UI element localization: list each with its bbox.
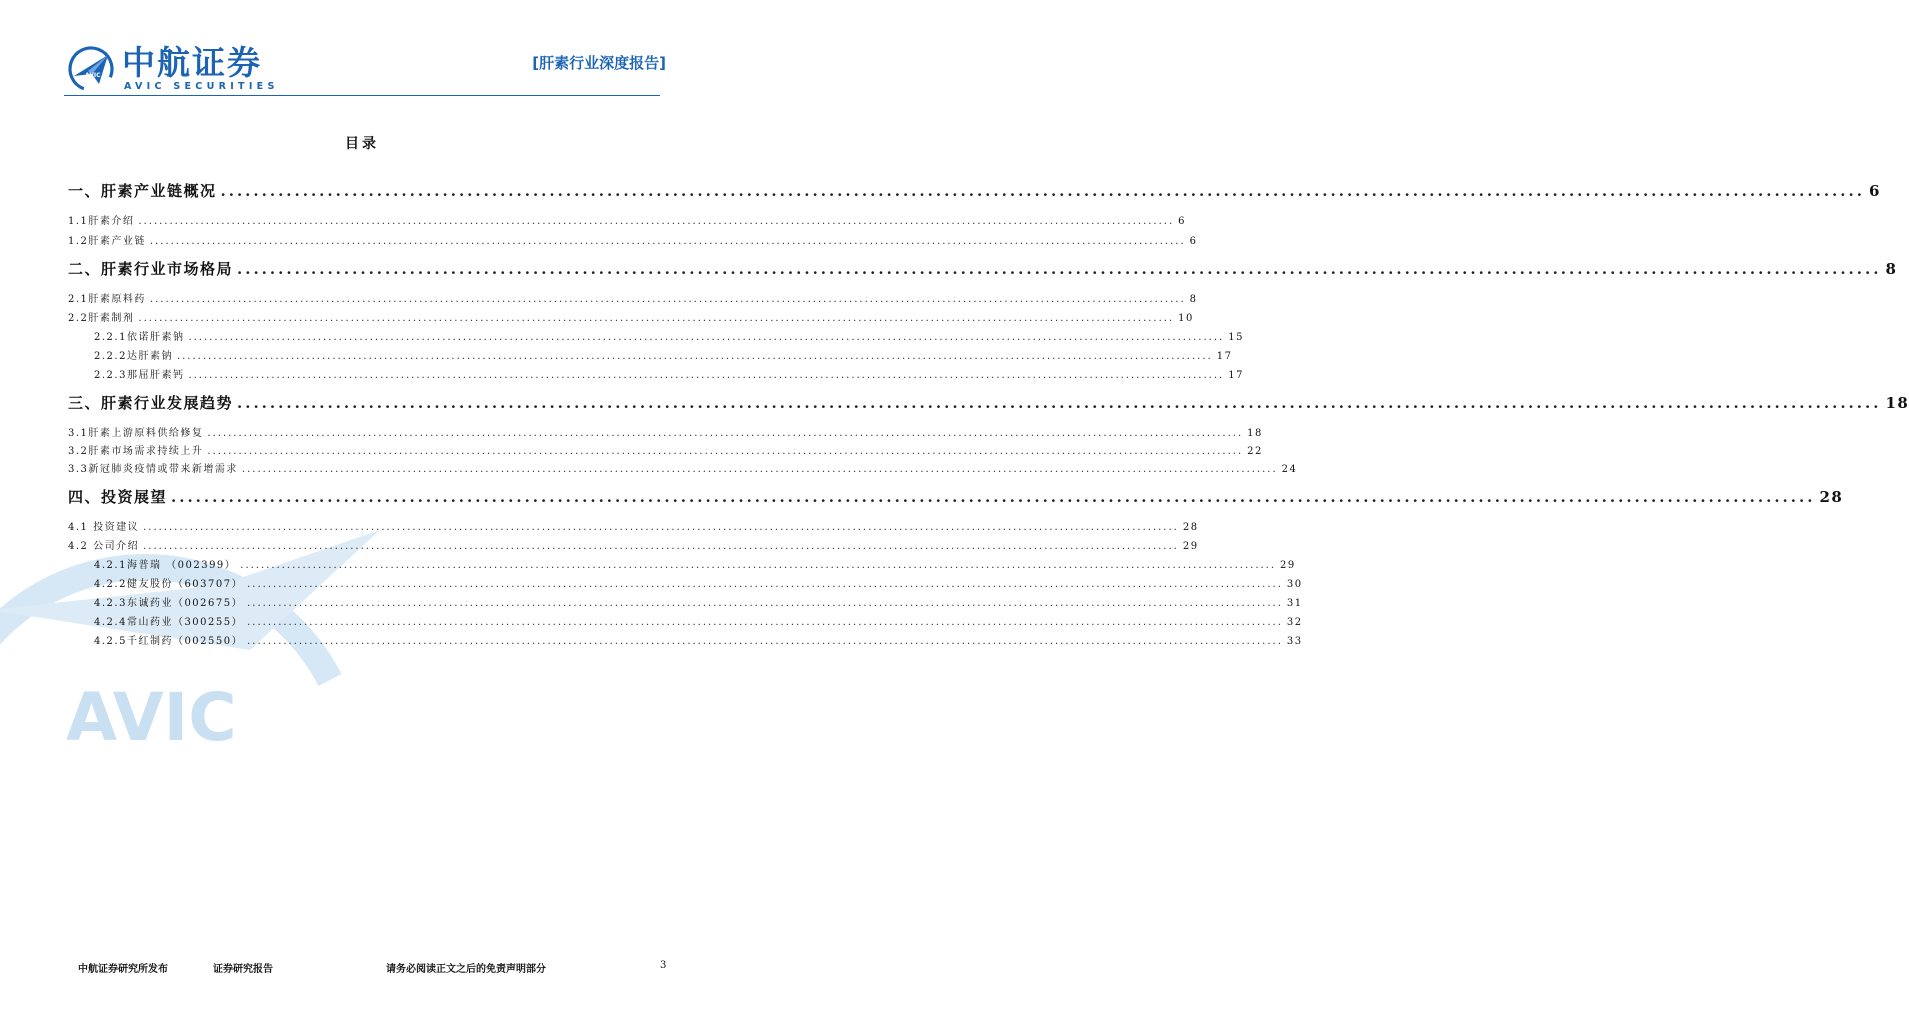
footer-publisher: 中航证券研究所发布 <box>78 964 168 975</box>
toc-entry[interactable] <box>68 442 1263 457</box>
toc-entry[interactable] <box>68 556 1296 571</box>
avic-watermark <box>0 540 380 880</box>
toc-entry-label: 3.1肝素上游原料供给修复 <box>68 428 204 439</box>
toc-entry-page: 17 <box>1228 370 1244 381</box>
toc-entry-page: 33 <box>1286 636 1303 647</box>
toc-entry-label: 2.2.1依诺肝素钠 <box>94 332 185 343</box>
toc-entry[interactable] <box>68 424 1263 439</box>
toc-entry-label: 4.1 投资建议 <box>68 522 140 533</box>
toc-entry-page: 22 <box>1247 446 1263 457</box>
toc-entry[interactable] <box>68 212 1187 227</box>
toc-leader-dots: ........................................................................................................................................................................................................ <box>240 560 1277 571</box>
toc-leader-dots: ........................................................................................................................................................................................................ <box>138 313 1175 324</box>
toc-entry[interactable] <box>68 290 1198 305</box>
toc-leader-dots: ........................................................................................................................................................................................................ <box>143 522 1179 533</box>
toc-leader-dots: ........................................................................................................................................................................................................ <box>237 260 1882 278</box>
toc-entry[interactable] <box>68 486 1844 507</box>
toc-entry-label: 1.1肝素介绍 <box>68 216 135 227</box>
toc-leader-dots: ........................................................................................................................................................................................................ <box>207 428 1244 439</box>
toc-entry-label: 二、肝素行业市场格局 <box>68 260 234 278</box>
toc-entry-page: 24 <box>1281 464 1298 475</box>
toc-leader-dots: ........................................................................................................................................................................................................ <box>188 332 1225 343</box>
avic-logo-icon <box>68 46 114 92</box>
watermark-text: AVIC <box>66 679 237 756</box>
report-tag: [肝素行业深度报告] <box>532 54 666 72</box>
toc-entry-label: 4.2 公司介绍 <box>68 541 140 552</box>
toc-entry[interactable] <box>68 575 1303 590</box>
toc-leader-dots: ........................................................................................................................................................................................................ <box>188 370 1225 381</box>
toc-entry-page: 30 <box>1286 579 1303 590</box>
toc-entry[interactable] <box>68 613 1303 628</box>
toc-entry-label: 4.2.4常山药业（300255） <box>94 617 244 628</box>
toc-entry-page: 31 <box>1286 598 1303 609</box>
toc-leader-dots: ........................................................................................................................................................................................................ <box>220 182 1865 200</box>
toc-leader-dots: ........................................................................................................................................................................................................ <box>247 598 1283 609</box>
toc-entry-label: 四、投资展望 <box>68 488 168 506</box>
page-number: 3 <box>660 960 667 971</box>
toc-entry-label: 3.2肝素市场需求持续上升 <box>68 446 204 457</box>
toc-leader-dots: ........................................................................................................................................................................................................ <box>149 294 1186 305</box>
toc-leader-dots: ........................................................................................................................................................................................................ <box>149 236 1186 247</box>
toc-entry-label: 2.2.3那屈肝素钙 <box>94 370 185 381</box>
toc-entry[interactable] <box>68 518 1199 533</box>
toc-title: 目录 <box>345 136 379 152</box>
toc-entry[interactable] <box>68 632 1303 647</box>
toc-entry[interactable] <box>68 537 1199 552</box>
toc-entry-page: 29 <box>1182 541 1199 552</box>
toc-leader-dots: ........................................................................................................................................................................................................ <box>176 351 1213 362</box>
toc-leader-dots: ........................................................................................................................................................................................................ <box>143 541 1179 552</box>
toc-leader-dots: ........................................................................................................................................................................................................ <box>207 446 1244 457</box>
toc-entry[interactable] <box>68 180 1881 201</box>
toc-entry[interactable] <box>68 460 1298 475</box>
toc-entry-page: 6 <box>1868 182 1881 200</box>
toc-entry[interactable] <box>68 258 1898 279</box>
toc-entry[interactable] <box>68 392 1909 413</box>
toc-entry[interactable] <box>68 328 1244 343</box>
toc-leader-dots: ........................................................................................................................................................................................................ <box>138 216 1175 227</box>
toc-leader-dots: ........................................................................................................................................................................................................ <box>247 579 1283 590</box>
toc-entry-page: 8 <box>1885 260 1898 278</box>
toc-entry-label: 4.2.2健友股份（603707） <box>94 579 244 590</box>
toc-entry-label: 2.2肝素制剂 <box>68 313 135 324</box>
footer-disclaimer: 请务必阅读正文之后的免责声明部分 <box>386 964 546 975</box>
toc-entry-label: 3.3新冠肺炎疫情或带来新增需求 <box>68 464 238 475</box>
toc-entry-label: 4.2.1海普瑞 （002399） <box>94 560 237 571</box>
toc-entry-page: 6 <box>1189 236 1198 247</box>
page-header <box>0 0 724 100</box>
toc-entry-page: 28 <box>1182 522 1199 533</box>
toc-entry-page: 6 <box>1178 216 1187 227</box>
toc-entry-page: 18 <box>1885 394 1909 412</box>
toc-entry-page: 29 <box>1280 560 1296 571</box>
toc-entry-label: 4.2.5千红制药（002550） <box>94 636 244 647</box>
logo-text: AVIC <box>85 72 101 79</box>
toc-leader-dots: ........................................................................................................................................................................................................ <box>247 617 1283 628</box>
toc-entry[interactable] <box>68 309 1194 324</box>
toc-entry[interactable] <box>68 366 1244 381</box>
toc-entry[interactable] <box>68 347 1233 362</box>
toc-leader-dots: ........................................................................................................................................................................................................ <box>237 394 1882 412</box>
brand-name-cn: 中航证券 <box>122 43 262 82</box>
toc-entry-page: 15 <box>1228 332 1244 343</box>
toc-leader-dots: ........................................................................................................................................................................................................ <box>247 636 1283 647</box>
toc-entry-label: 4.2.3东诚药业（002675） <box>94 598 244 609</box>
toc-entry-page: 28 <box>1819 488 1844 506</box>
toc-entry-page: 17 <box>1216 351 1233 362</box>
toc-entry-label: 三、肝素行业发展趋势 <box>68 394 234 412</box>
brand-name-en: AVIC SECURITIES <box>124 81 279 92</box>
toc-entry-page: 18 <box>1247 428 1263 439</box>
toc-leader-dots: ........................................................................................................................................................................................................ <box>171 488 1816 506</box>
header-divider <box>64 95 660 96</box>
toc-entry-page: 32 <box>1286 617 1303 628</box>
footer-doc-type: 证券研究报告 <box>213 964 273 975</box>
toc-entry-page: 8 <box>1189 294 1198 305</box>
toc-entry[interactable] <box>68 594 1303 609</box>
toc-entry-label: 一、肝素产业链概况 <box>68 182 217 200</box>
toc-entry-label: 2.1肝素原料药 <box>68 294 146 305</box>
toc-entry-label: 2.2.2达肝素钠 <box>94 351 173 362</box>
toc-entry[interactable] <box>68 232 1198 247</box>
toc-leader-dots: ........................................................................................................................................................................................................ <box>241 464 1278 475</box>
page-footer <box>0 958 724 978</box>
toc-entry-label: 1.2肝素产业链 <box>68 236 146 247</box>
toc-entry-page: 10 <box>1178 313 1194 324</box>
